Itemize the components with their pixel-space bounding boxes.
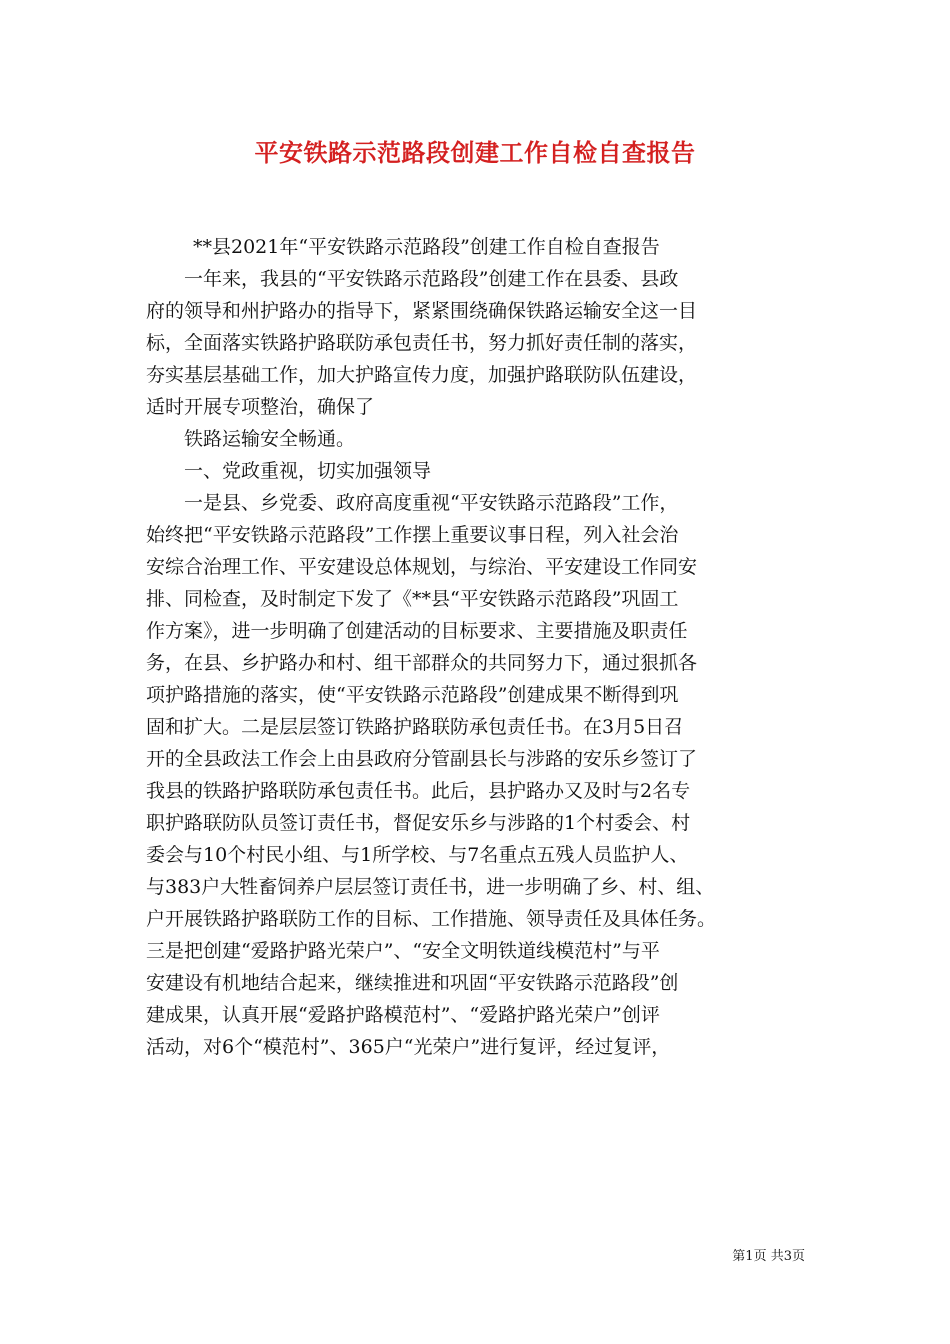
paragraph-line: 铁路运输安全畅通。 (184, 428, 356, 450)
page-middle-text: 页 共 (753, 1249, 784, 1264)
document-body (146, 231, 806, 1063)
total-pages-number: 3 (783, 1249, 792, 1264)
paragraph-line: 活动，对6个“模范村”、365户“光荣户”进行复评，经过复评， (146, 1036, 671, 1058)
paragraph-line: 夯实基层基础工作，加大护路宣传力度，加强护路联防队伍建设， (146, 364, 698, 386)
paragraph-line: 开的全县政法工作会上由县政府分管副县长与涉路的安乐乡签订了 (146, 748, 698, 770)
paragraph-line: 排、同检查，及时制定下发了《**县“平安铁路示范路段”巩固工 (146, 588, 679, 610)
paragraph-line: 一年来，我县的“平安铁路示范路段”创建工作在县委、县政 (184, 268, 679, 290)
paragraph-line: 府的领导和州护路办的指导下，紧紧围绕确保铁路运输安全这一目 (146, 300, 698, 322)
current-page-number: 1 (745, 1249, 754, 1264)
paragraph-line: 委会与10个村民小组、与1所学校、与7名重点五残人员监护人、 (146, 844, 689, 866)
paragraph-line: 作方案》，进一步明确了创建活动的目标要求、主要措施及职责任 (146, 620, 688, 642)
document-title: 平安铁路示范路段创建工作自检自查报告 (254, 138, 696, 167)
paragraph-line: 一是县、乡党委、政府高度重视“平安铁路示范路段”工作， (184, 492, 679, 514)
paragraph-line: 户开展铁路护路联防工作的目标、工作措施、领导责任及具体任务。 (146, 908, 717, 930)
page-suffix: 页 (791, 1249, 805, 1264)
paragraph-line: 适时开展专项整治，确保了 (146, 396, 375, 418)
section-heading: 一、党政重视，切实加强领导 (184, 460, 432, 482)
paragraph-line: 与383户大牲畜饲养户层层签订责任书，进一步明确了乡、村、组、 (146, 876, 715, 898)
subtitle-line: **县2021年“平安铁路示范路段”创建工作自检自查报告 (193, 236, 660, 258)
paragraph-line: 安综合治理工作、平安建设总体规划，与综治、平安建设工作同安 (146, 556, 698, 578)
paragraph-line: 标，全面落实铁路护路联防承包责任书，努力抓好责任制的落实， (146, 332, 698, 354)
paragraph-line: 三是把创建“爱路护路光荣户”、“安全文明铁道线模范村”与平 (146, 940, 660, 962)
paragraph-line: 安建设有机地结合起来，继续推进和巩固“平安铁路示范路段”创 (146, 972, 679, 994)
paragraph-line: 务，在县、乡护路办和村、组干部群众的共同努力下，通过狠抓各 (146, 652, 698, 674)
paragraph-line: 固和扩大。二是层层签订铁路护路联防承包责任书。在3月5日召 (146, 716, 684, 738)
paragraph-line: 建成果，认真开展“爱路护路模范村”、“爱路护路光荣户”创评 (146, 1004, 660, 1026)
paragraph-line: 始终把“平安铁路示范路段”工作摆上重要议事日程，列入社会治 (146, 524, 679, 546)
paragraph-line: 项护路措施的落实，使“平安铁路示范路段”创建成果不断得到巩 (146, 684, 679, 706)
paragraph-line: 职护路联防队员签订责任书，督促安乐乡与涉路的1个村委会、村 (146, 812, 691, 834)
page-number-footer (732, 1245, 805, 1264)
paragraph-line: 我县的铁路护路联防承包责任书。此后，县护路办又及时与2名专 (146, 780, 691, 802)
page-prefix: 第 (732, 1249, 746, 1264)
